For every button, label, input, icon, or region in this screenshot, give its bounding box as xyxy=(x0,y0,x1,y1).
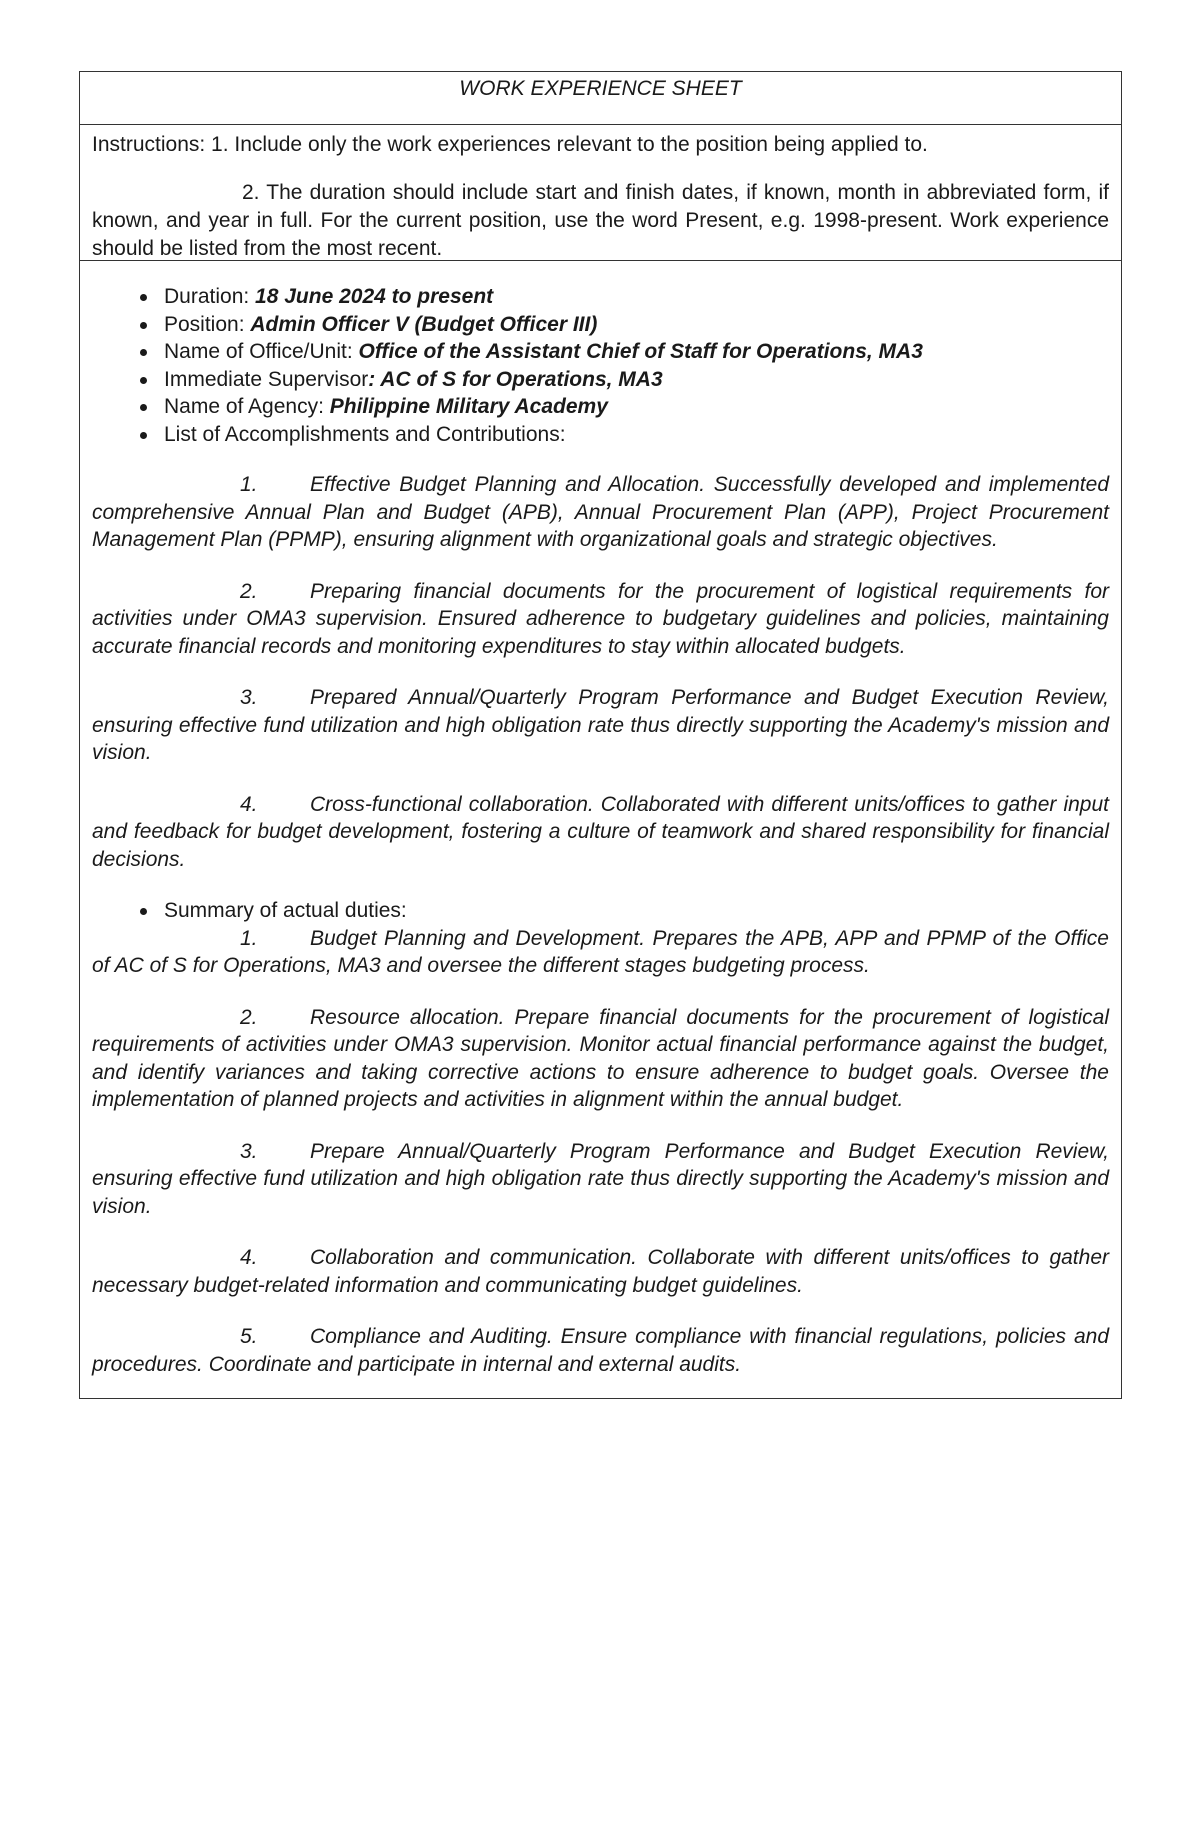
field-value: 18 June 2024 to present xyxy=(255,285,494,308)
field-value: Philippine Military Academy xyxy=(329,395,608,418)
summary-label: Summary of actual duties: xyxy=(164,899,407,922)
item-text: Prepared Annual/Quarterly Program Performance and Budget Execution Review, ensuring effective fund utilization and high obligation rate thus directly supporting the Academy's mission and vision. xyxy=(92,686,1109,764)
item-text: Effective Budget Planning and Allocation. Successfully developed and implemented comprehensive Annual Plan and Budget (APB), Annual Procurement Plan (APP), Project Procurement Management Plan (PPMP), ensuring alignment with organizational goals and strategic objectives. xyxy=(92,473,1109,551)
item-number: 4. xyxy=(240,792,258,816)
item-number: 1. xyxy=(240,926,258,950)
duty-item xyxy=(92,1138,1109,1221)
item-number: 4. xyxy=(240,1246,258,1269)
item-text: Preparing financial documents for the procurement of logistical requirements for activities under OMA3 supervision. Ensured adherence to budgetary guidelines and policies, maintaining accurate financial records and monitoring expenditures to stay within allocated budgets. xyxy=(92,579,1109,658)
instructions-section xyxy=(80,125,1121,261)
accomplishments-list xyxy=(92,471,1109,873)
field-label: List of Accomplishments and Contributions: xyxy=(164,422,566,446)
instruction-2 xyxy=(92,179,1109,263)
item-text: Prepare Annual/Quarterly Program Performance and Budget Execution Review, ensuring effective fund utilization and high obligation rate thus directly supporting the Academy's mission and vision. xyxy=(92,1139,1109,1218)
item-number: 2. xyxy=(240,579,258,603)
field-label: Duration: xyxy=(164,285,256,308)
item-text: Collaboration and communication. Collaborate with different units/offices to gather necessary budget-related information and communicating budget guidelines. xyxy=(92,1246,1109,1297)
instruction-2-text: 2. The duration should include start and finish dates, if known, month in abbreviated form, if known, and year in full. For the current position, use the word Present, e.g. 1998-present. Work experience should be listed from the most recent. xyxy=(92,181,1109,260)
field-value: Office of the Assistant Chief of Staff for Operations, MA3 xyxy=(358,340,923,363)
field-label: Immediate Supervisor xyxy=(164,367,369,391)
item-number: 3. xyxy=(240,1139,258,1163)
item-number: 3. xyxy=(240,686,258,709)
item-number: 1. xyxy=(240,473,258,496)
field-value: Admin Officer V (Budget Officer III) xyxy=(250,312,598,336)
item-text: Cross-functional collaboration. Collaborated with different units/offices to gather input and feedback for budget development, fostering a culture of teamwork and shared responsibility for financial decisions. xyxy=(92,792,1109,871)
field-accomplishments-heading xyxy=(92,421,1109,449)
summary-heading xyxy=(92,897,1109,925)
duty-item xyxy=(92,1323,1109,1378)
field-label: Name of Agency: xyxy=(164,395,330,418)
accomplishment-item xyxy=(92,578,1109,661)
item-number: 2. xyxy=(240,1005,258,1029)
experience-entry xyxy=(80,261,1121,1398)
work-experience-sheet xyxy=(79,71,1122,1399)
field-position xyxy=(92,311,1109,339)
duty-item xyxy=(92,1244,1109,1299)
item-number: 5. xyxy=(240,1325,258,1348)
field-duration xyxy=(92,283,1109,311)
accomplishment-item xyxy=(92,684,1109,767)
duty-item xyxy=(92,1004,1109,1114)
field-label: Name of Office/Unit: xyxy=(164,340,359,363)
sheet-title: WORK EXPERIENCE SHEET xyxy=(459,77,742,100)
entry-fields xyxy=(92,283,1109,448)
instruction-1: Instructions: 1. Include only the work experiences relevant to the position being applied to. xyxy=(92,133,928,156)
field-label: Position: xyxy=(164,312,251,336)
field-office-unit xyxy=(92,338,1109,366)
sheet-title-row xyxy=(80,72,1121,125)
accomplishment-item xyxy=(92,471,1109,554)
summary-heading-list xyxy=(92,897,1109,925)
duty-item xyxy=(92,925,1109,980)
field-value: : AC of S for Operations, MA3 xyxy=(368,367,663,391)
field-supervisor xyxy=(92,366,1109,394)
duties-list xyxy=(92,925,1109,1379)
field-agency xyxy=(92,393,1109,421)
accomplishment-item xyxy=(92,791,1109,874)
item-text: Budget Planning and Development. Prepares the APB, APP and PPMP of the Office of AC of S for Operations, MA3 and oversee the different stages budgeting process. xyxy=(92,926,1109,977)
item-text: Compliance and Auditing. Ensure compliance with financial regulations, policies and procedures. Coordinate and participate in internal and external audits. xyxy=(92,1325,1109,1376)
item-text: Resource allocation. Prepare financial documents for the procurement of logistical requirements of activities under OMA3 supervision. Monitor actual financial performance against the budget, and identify variances and taking corrective actions to ensure adherence to budget goals. Oversee the implementation of planned projects and activities in alignment within the annual budget. xyxy=(92,1005,1109,1111)
